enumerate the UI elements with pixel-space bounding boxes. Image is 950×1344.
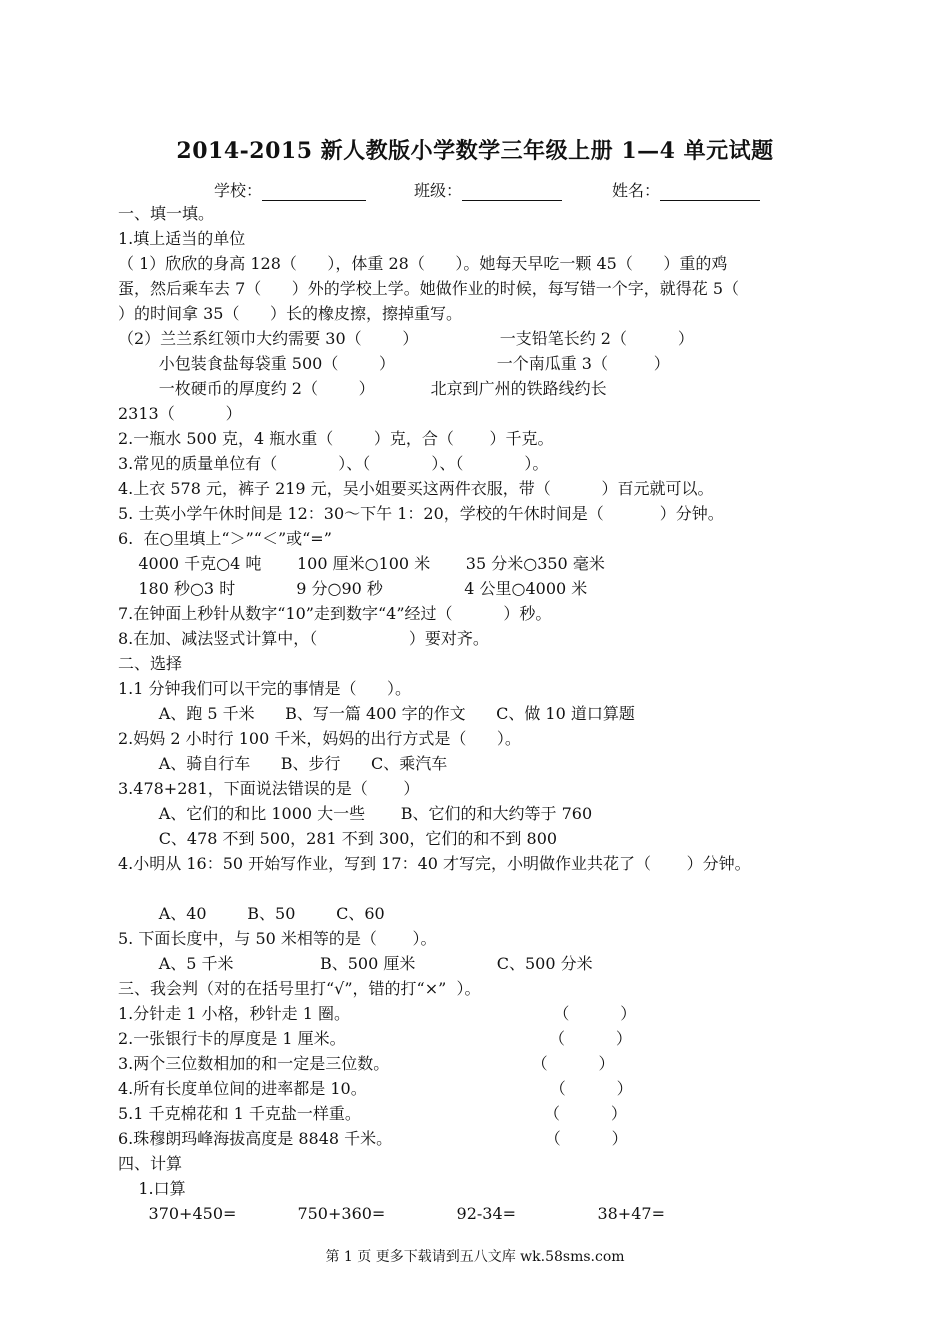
exam-line: A、骑自行车 B、步行 C、乘汽车 [118,754,448,773]
exam-line: 4.所有长度单位间的进率都是 10。 （ ） [118,1079,633,1098]
exam-line: （2）兰兰系红领巾大约需要 30（ ） 一支铅笔长约 2（ ） [118,329,694,348]
exam-line: 蛋，然后乘车去 7（ ）外的学校上学。她做作业的时候，每写错一个字，就得花 5（ [118,279,740,298]
exam-line: ）的时间拿 35（ ）长的橡皮擦，擦掉重写。 [118,304,462,323]
class-field [414,178,562,201]
name-label: 姓名： [612,181,661,200]
exam-line: 一枚硬币的厚度约 2（ ） 北京到广州的铁路线约长 [118,379,607,398]
exam-line: 5. 士英小学午休时间是 12：30～下午 1：20，学校的午休时间是（ ）分钟。 [118,504,724,523]
exam-line: 二、选择 [118,654,183,673]
exam-line: 四、计算 [118,1154,183,1173]
exam-line: 3.478+281，下面说法错误的是（ ） [118,779,420,798]
exam-line: 6. 在○里填上“＞”“＜”或“=” [118,529,332,548]
exam-line: 1.口算 [118,1179,186,1198]
school-label: 学校： [214,181,263,200]
class-label: 班级： [414,181,463,200]
exam-line: 6.珠穆朗玛峰海拔高度是 8848 千米。 （ ） [118,1129,628,1148]
school-field [214,178,366,201]
exam-line: 7.在钟面上秒针从数字“10”走到数字“4”经过（ ）秒。 [118,604,552,623]
exam-line: 4.上衣 578 元，裤子 219 元，吴小姐要买这两件衣服，带（ ）百元就可以。 [118,479,714,498]
exam-line: A、5 千米 B、500 厘米 C、500 分米 [118,954,593,973]
exam-line: C、478 不到 500，281 不到 300，它们的和不到 800 [118,829,558,848]
exam-line: 4.小明从 16：50 开始写作业，写到 17：40 才写完，小明做作业共花了（ ）分钟。 [118,854,751,873]
exam-line: 3.两个三位数相加的和一定是三位数。 （ ） [118,1054,615,1073]
exam-line: （ 1）欣欣的身高 128（ ），体重 28（ ）。她每天早吃一颗 45（ ）重的鸡 [118,254,728,273]
exam-line: A、它们的和比 1000 大一些 B、它们的和大约等于 760 [118,804,593,823]
exam-line: 2.一张银行卡的厚度是 1 厘米。 （ ） [118,1029,632,1048]
exam-line: 370+450= 750+360= 92-34= 38+47= [118,1204,665,1223]
exam-line: 2.妈妈 2 小时行 100 千米，妈妈的出行方式是（ ）。 [118,729,521,748]
exam-line: 1.1 分钟我们可以干完的事情是（ ）。 [118,679,412,698]
exam-line: A、40 B、50 C、60 [118,904,385,923]
exam-line: 三、我会判（对的在括号里打“√”，错的打“×” ）。 [118,979,481,998]
exam-line: 小包装食盐每袋重 500（ ） 一个南瓜重 3（ ） [118,354,670,373]
exam-line: 1.填上适当的单位 [118,229,246,248]
exam-line: 180 秒○3 时 9 分○90 秒 4 公里○4000 米 [118,579,588,598]
exam-line: 一、填一填。 [118,204,215,223]
exam-line: 3.常见的质量单位有（ ）、（ ）、（ ）。 [118,454,549,473]
exam-line: A、跑 5 千米 B、写一篇 400 字的作文 C、做 10 道口算题 [118,704,635,723]
exam-line: 5. 下面长度中，与 50 米相等的是（ ）。 [118,929,437,948]
school-blank[interactable] [262,182,366,201]
exam-line: 2.一瓶水 500 克，4 瓶水重（ ）克，合（ ）千克。 [118,429,554,448]
page-title: 2014-2015 新人教版小学数学三年级上册 1—4 单元试题 [176,138,774,164]
exam-line: 4000 千克○4 吨 100 厘米○100 米 35 分米○350 毫米 [118,554,605,573]
exam-line: 2313（ ） [118,404,242,423]
class-blank[interactable] [462,182,562,201]
exam-line: 1.分针走 1 小格，秒针走 1 圈。 （ ） [118,1004,637,1023]
page-footer: 第 1 页 更多下载请到五八文库 wk.58sms.com [325,1249,625,1265]
name-blank[interactable] [660,182,760,201]
exam-line: 5.1 千克棉花和 1 千克盐一样重。 （ ） [118,1104,627,1123]
exam-line: 8.在加、减法竖式计算中，（ ）要对齐。 [118,629,489,648]
name-field [612,178,760,201]
